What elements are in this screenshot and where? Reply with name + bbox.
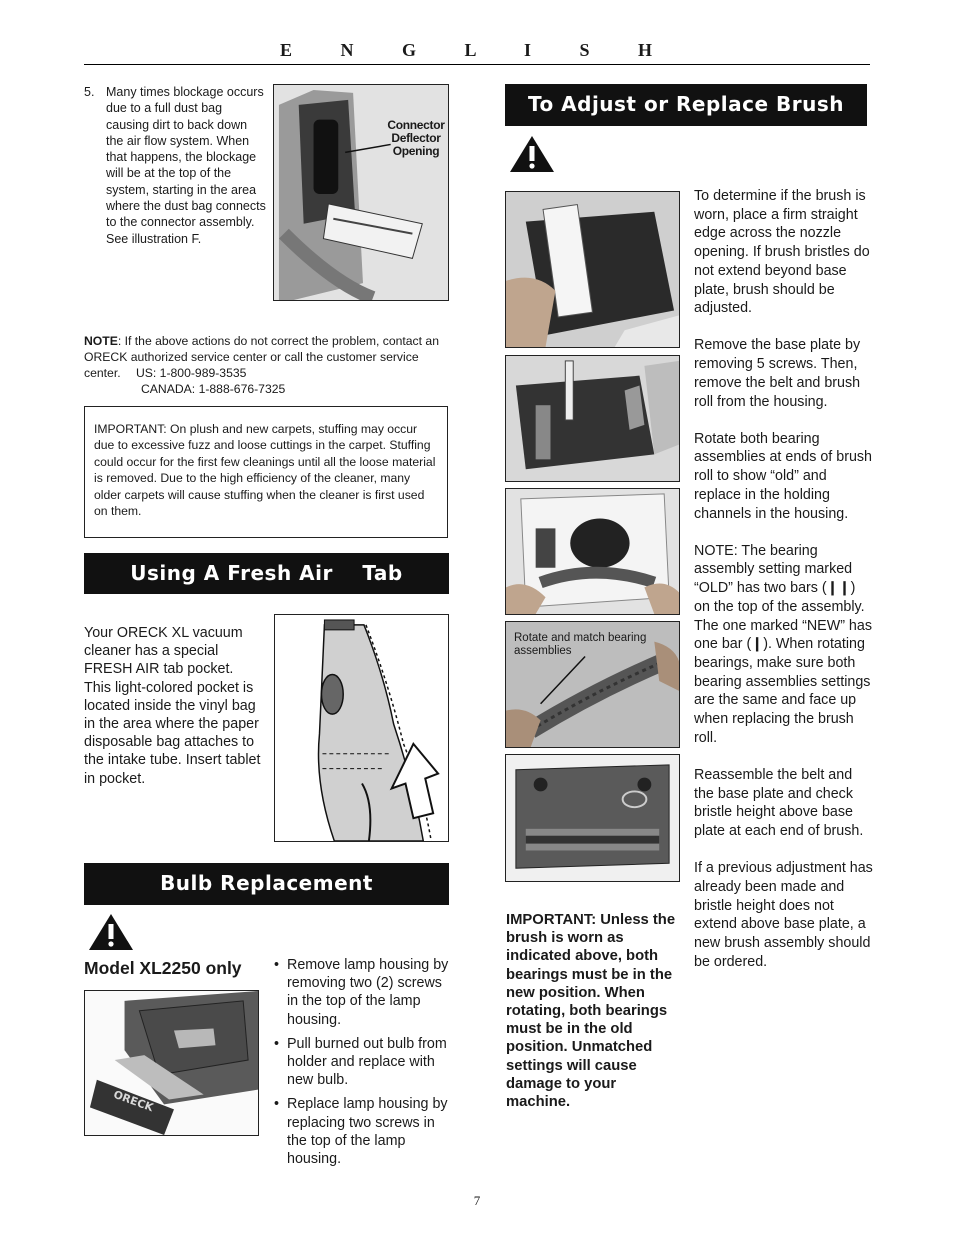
connector-deflector-photo [273,84,449,301]
remove-screws-photo [505,355,680,482]
remove-brush-roll-photo [505,488,680,615]
model-title: Model XL2250 only [84,958,242,978]
important-stuffing-box: IMPORTANT: On plush and new carpets, stuffing may occur due to excessive fuzz and loose cuttings in the carpet. Stuffing could occur for the first few cleanings until all the loose material is removed. Due to the high efficiency of the cleaner, many older carpets will cause stuffing when the cleaner is first used on them. [84,406,448,538]
service-note [84,333,449,397]
callout-line-1: Connector [387,118,445,132]
language-header: E N G L I S H [279,40,675,60]
oreck-logo: ORECK [111,1087,156,1115]
bulb-step: • Pull burned out bulb from holder and replace with new bulb. [274,1035,452,1090]
note-text: : If the above actions do not correct the problem, contact an ORECK authorized service center or call the customer service center. [84,334,439,380]
callout-connector-deflector [386,119,446,158]
bulb-title: Bulb Replacement [160,871,373,895]
bearing-caption: Rotate and match bearing assemblies [514,632,647,657]
troubleshoot-step-5 [84,84,266,247]
warning-icon [509,135,555,173]
brush-title: To Adjust or Replace Brush [527,92,845,116]
header-divider [84,64,870,65]
bulb-replacement-banner [84,863,449,905]
bulb-step: • Replace lamp housing by replacing two screws in the top of the lamp housing. [274,1095,452,1168]
brush-paragraph: NOTE: The bearing assembly setting marked “OLD” has two bars (❙❙) on the top of the assembly. The one marked “NEW” has one bar (❙). When rotating bearings, make sure both bearing assemblies settings are the same and face up when replacing the brush roll. [694,542,872,746]
fresh-air-title-part2: Tab [362,561,403,585]
brush-paragraph: Reassemble the belt and the base plate and check bristle height above base plate at each end of brush. [694,766,864,840]
note-label: NOTE [84,334,118,348]
straight-edge-photo [505,191,680,348]
brush-important-warning: IMPORTANT: Unless the brush is worn as indicated above, both bearings must be in the new position. When rotating, both bearings must be in the old position. Unmatched settings will cause damage to your machine. [506,912,676,1111]
callout-line-2: Deflector [391,131,441,145]
bulb-step: • Remove lamp housing by removing two (2) screws in the top of the lamp housing. [274,956,452,1029]
lamp-housing-photo [84,990,259,1136]
fresh-air-banner [84,553,449,594]
callout-line-3: Opening [392,144,440,158]
brush-paragraph: If a previous adjustment has already been made and bristle height does not extend above base plate, a new brush assembly should be ordered. [694,860,873,970]
step-text: Many times blockage occurs due to a full dust bag causing dirt to back down the air flow system. When that happens, the blockage will be at the top of the system, starting in the area where the dust bag connects to the connector assembly. See illustration F. [106,85,266,246]
brush-instructions [694,187,874,990]
us-phone: US: 1-800-989-3535 [135,366,247,380]
step-number: 5. [84,85,95,99]
fresh-air-text: Your ORECK XL vacuum cleaner has a special FRESH AIR tab pocket. This light-colored pocket is located inside the vinyl bag in the area where the paper disposable bag attaches to the intake tube. Insert tablet in pocket. [84,625,261,787]
page-number: 7 [473,1193,481,1208]
brush-paragraph: Remove the base plate by removing 5 screws. Then, remove the belt and brush roll from the housing. [694,337,861,410]
bulb-steps-list [274,956,452,1174]
brush-paragraph: To determine if the brush is worn, place a firm straight edge across the nozzle opening. If brush bristles do not extend beyond base plate, brush should be adjusted. [694,188,870,317]
fresh-air-diagram [274,614,449,842]
warning-icon [88,913,134,951]
canada-phone: CANADA: 1-888-676-7325 [141,382,286,396]
brush-banner [505,84,867,126]
brush-paragraph: Rotate both bearing assemblies at ends of brush roll to show “old” and replace in the holding channels in the housing. [694,430,873,522]
reassemble-photo [505,754,680,882]
fresh-air-title-part1: Using A Fresh Air [130,561,333,585]
